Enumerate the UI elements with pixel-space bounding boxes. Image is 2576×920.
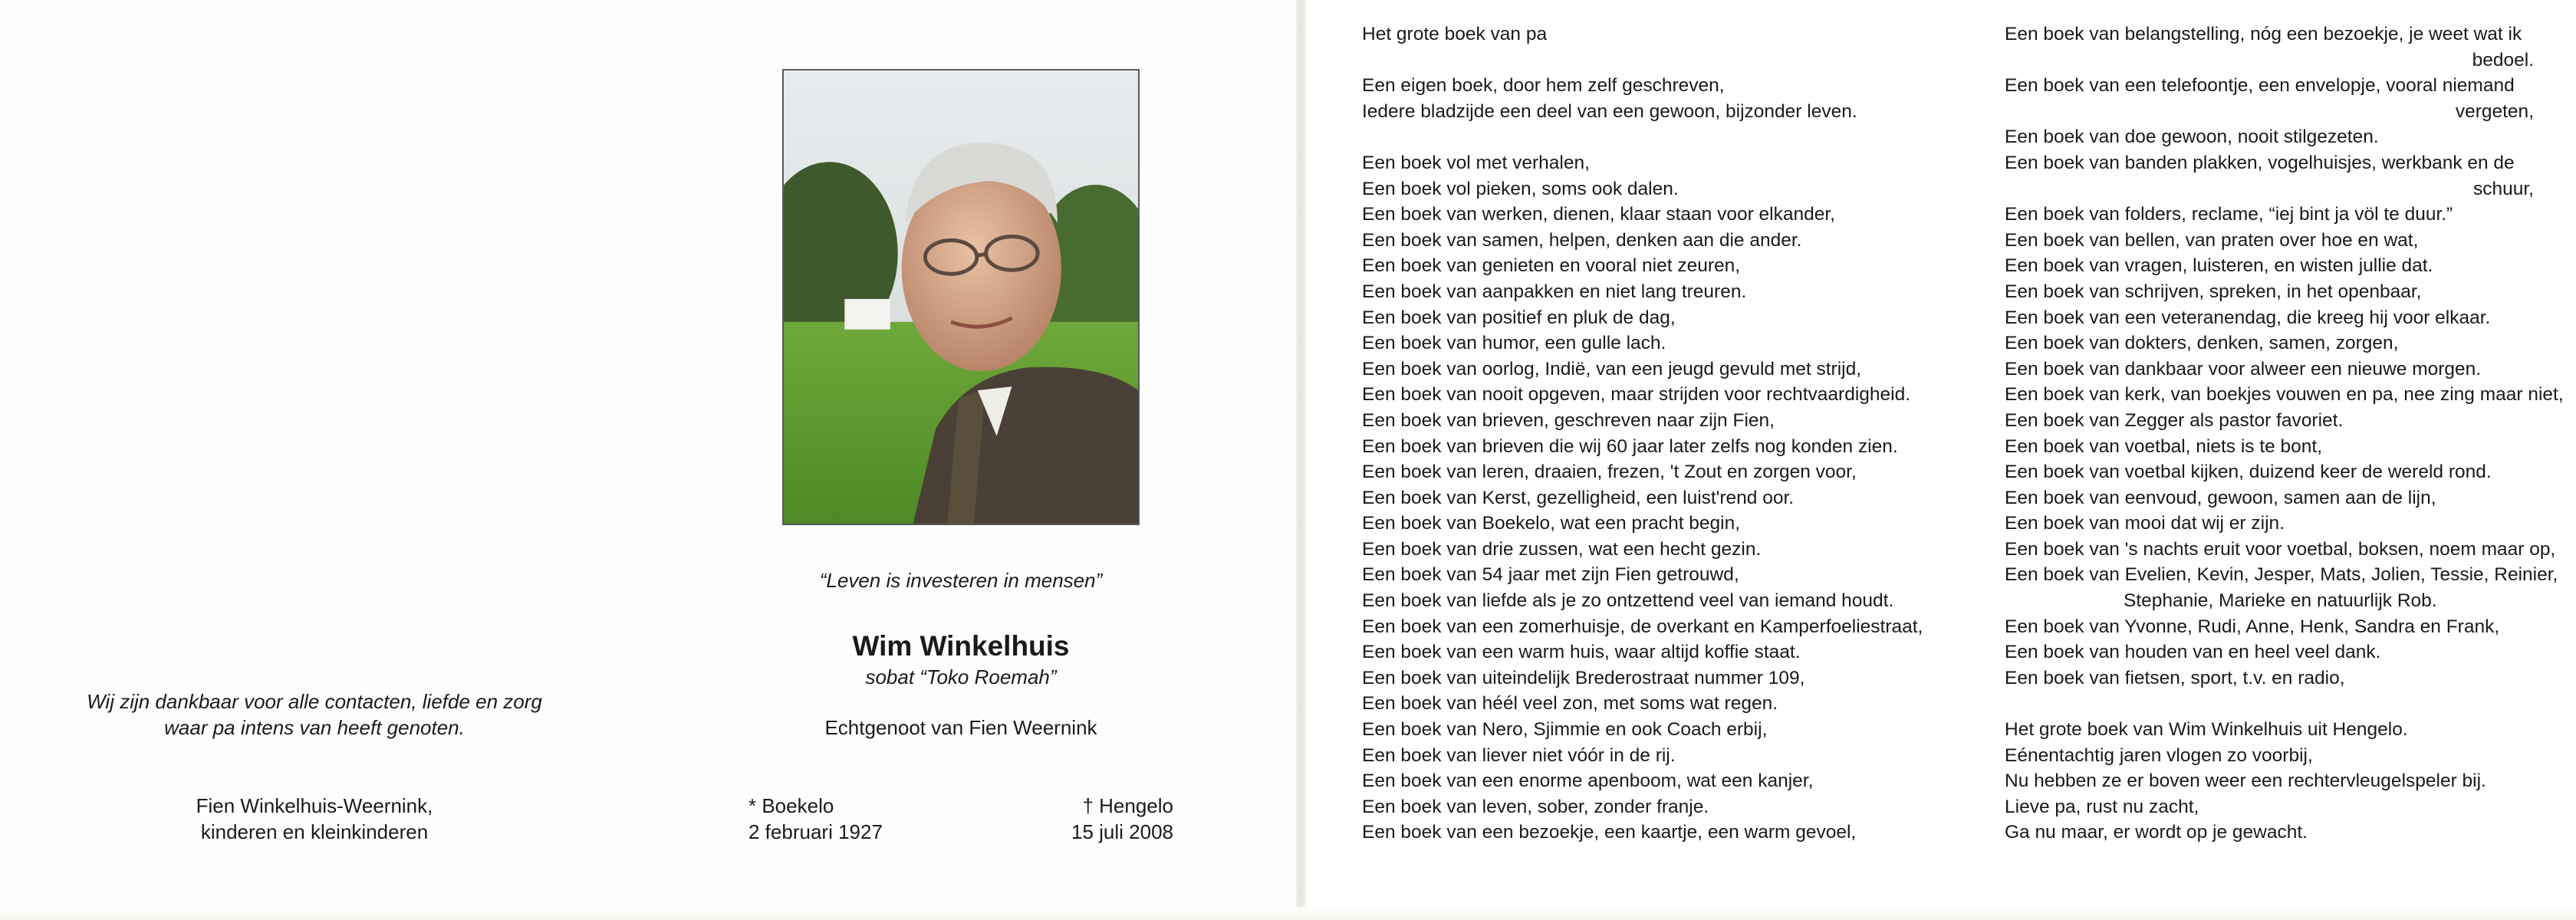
poem-column-2 [2005, 21, 2564, 846]
poem-line: Een boek van banden plakken, vogelhuisjes, werkbank en de [2005, 152, 2515, 173]
poem-line: Een boek van voetbal kijken, duizend keer de wereld rond. [2005, 462, 2492, 483]
poem-line: Een boek van belangstelling, nóg een bezoekje, je weet wat ik [2005, 24, 2522, 44]
bottom-edge [0, 907, 2576, 920]
poem-closing-line: Lieve pa, rust nu zacht, [2005, 796, 2199, 817]
poem-line: Een boek van 's nachts eruit voor voetbal, boksen, noem maar op, [2005, 538, 2556, 560]
family-line-1: Fien Winkelhuis-Weernink, [196, 794, 433, 817]
poem-line: Een boek van een veteranendag, die kreeg hij voor elkaar. [2005, 307, 2491, 328]
poem-line: Een boek van nooit opgeven, maar strijden voor rechtvaardigheid. [1362, 384, 1911, 406]
poem-line: Een boek van een zomerhuisje, de overkant en Kamperfoeliestraat, [1362, 616, 1923, 637]
birth-date: 2 februari 1927 [748, 820, 883, 843]
poem-line: Een boek van houden van en heel veel dank. [2005, 642, 2381, 663]
poem-line: Een boek van liever niet vóór in de rij. [1362, 744, 1676, 766]
poem-line-continuation: schuur, [2473, 178, 2534, 199]
thanks-text: Wij zijn dankbaar voor alle contacten, liefde en zorg waar pa intens van heeft genoten. [87, 690, 542, 739]
spouse-line: Echtgenoot van Fien Weernink [824, 716, 1097, 739]
poem-line: Een boek van schrijven, spreken, in het openbaar, [2005, 281, 2422, 302]
poem-line-continuation: Stephanie, Marieke en natuurlijk Rob. [2124, 590, 2437, 612]
family-line-2: kinderen en kleinkinderen [200, 820, 429, 843]
poem-line: Een boek van kerk, van boekjes vouwen en pa, nee zing maar niet, [2005, 384, 2564, 406]
poem-line-continuation: vergeten, [2455, 100, 2534, 122]
poem-line: Een boek van een bezoekje, een kaartje, een warm gevoel, [1362, 822, 1857, 843]
poem-line: Een boek van oorlog, Indië, van een jeugd gevuld met strijd, [1362, 358, 1862, 380]
poem-line: Een boek van dokters, denken, samen, zorgen, [2005, 333, 2399, 354]
poem-line: Een boek van 54 jaar met zijn Fien getrouwd, [1362, 564, 1739, 586]
poem-line: Een boek van eenvoud, gewoon, samen aan de lijn, [2005, 487, 2436, 508]
poem-line: Een boek van aanpakken en niet lang treuren. [1362, 281, 1747, 302]
poem-line: Een boek van humor, een gulle lach. [1362, 333, 1666, 354]
poem-line: Een boek van folders, reclame, “iej bint ja völ te duur.” [2005, 204, 2453, 225]
nickname: sobat “Toko Roemah” [865, 665, 1057, 688]
poem-line: Een boek van Zegger als pastor favoriet. [2005, 409, 2344, 431]
poem-column-1 [1362, 21, 1976, 846]
birth-place: * Boekelo [748, 794, 834, 817]
poem-line: Een boek van drie zussen, wat een hecht gezin. [1362, 538, 1762, 560]
family-signature [138, 793, 491, 845]
poem-closing-line: Nu hebben ze er boven weer een rechtervleugelspeler bij. [2005, 770, 2486, 792]
deceased-name: Wim Winkelhuis [852, 630, 1070, 662]
portrait-photo [782, 69, 1140, 525]
page-fold [1296, 0, 1306, 920]
portrait-photo-icon [784, 71, 1138, 524]
death-date: 15 juli 2008 [1071, 820, 1173, 843]
poem-line: Een boek van mooi dat wij er zijn. [2005, 513, 2285, 534]
poem-line: Een boek vol met verhalen, [1362, 152, 1590, 173]
poem-line: Een boek van voetbal, niets is te bont, [2005, 435, 2323, 457]
poem-closing-line: Ga nu maar, er wordt op je gewacht. [2005, 822, 2308, 843]
poem-line: Een boek van samen, helpen, denken aan die ander. [1362, 229, 1802, 251]
poem-line: Een boek van liefde als je zo ontzettend veel van iemand houdt. [1362, 590, 1894, 612]
poem-line: Een boek van een telefoontje, een envelopje, vooral niemand [2005, 75, 2515, 97]
poem-line-continuation: bedoel. [2472, 49, 2534, 71]
poem-line: Een boek van genieten en vooral niet zeuren, [1362, 255, 1741, 277]
poem-line: Een boek van Yvonne, Rudi, Anne, Henk, Sandra en Frank, [2005, 616, 2500, 637]
poem-line: Een boek van leven, sober, zonder franje. [1362, 796, 1709, 817]
poem-line: Een boek van Evelien, Kevin, Jesper, Mats, Jolien, Tessie, Reinier, [2005, 564, 2558, 586]
death-info [997, 793, 1173, 845]
poem-line: Een boek van vragen, luisteren, en wisten jullie dat. [2005, 255, 2433, 277]
poem-line: Een boek van uiteindelijk Brederostraat nummer 109, [1362, 667, 1805, 688]
poem-title: Het grote boek van pa [1362, 24, 1548, 44]
poem-line: Een boek van fietsen, sport, t.v. en radio, [2005, 667, 2345, 688]
poem-line: Een boek van dankbaar voor alweer een nieuwe morgen. [2005, 358, 2482, 380]
poem-closing-line: Het grote boek van Wim Winkelhuis uit Hengelo. [2005, 719, 2408, 741]
poem-closing-line: Eénentachtig jaren vlogen zo voorbij, [2005, 744, 2313, 766]
motto: “Leven is investeren in mensen” [819, 569, 1103, 592]
poem-line: Een boek van Kerst, gezelligheid, een luist'rend oor. [1362, 487, 1795, 508]
poem-line: Een boek vol pieken, soms ook dalen. [1362, 178, 1679, 199]
death-place: † Hengelo [1082, 794, 1173, 817]
poem-line: Een boek van bellen, van praten over hoe en wat, [2005, 229, 2419, 251]
poem-line: Een boek van doe gewoon, nooit stilgezeten. [2005, 127, 2379, 148]
poem-line: Een boek van Boekelo, wat een pracht begin, [1362, 513, 1741, 534]
poem-line: Een boek van een enorme apenboom, wat een kanjer, [1362, 770, 1814, 792]
poem-line: Een boek van brieven die wij 60 jaar later zelfs nog konden zien. [1362, 435, 1898, 457]
poem-line: Een boek van Nero, Sjimmie en ook Coach erbij, [1362, 719, 1768, 741]
birth-info [748, 793, 883, 845]
poem-line: Een boek van brieven, geschreven naar zijn Fien, [1362, 409, 1775, 431]
poem-line: Een boek van héél veel zon, met soms wat regen. [1362, 693, 1778, 715]
poem-line: Een boek van leren, draaien, frezen, 't Zout en zorgen voor, [1362, 462, 1857, 483]
poem-line: Een eigen boek, door hem zelf geschreven, [1362, 75, 1725, 97]
poem-line: Een boek van werken, dienen, klaar staan voor elkander, [1362, 204, 1835, 225]
poem-line: Iedere bladzijde een deel van een gewoon, bijzonder leven. [1362, 100, 1857, 122]
poem-line: Een boek van positief en pluk de dag, [1362, 307, 1676, 328]
poem-line: Een boek van een warm huis, waar altijd koffie staat. [1362, 642, 1801, 663]
